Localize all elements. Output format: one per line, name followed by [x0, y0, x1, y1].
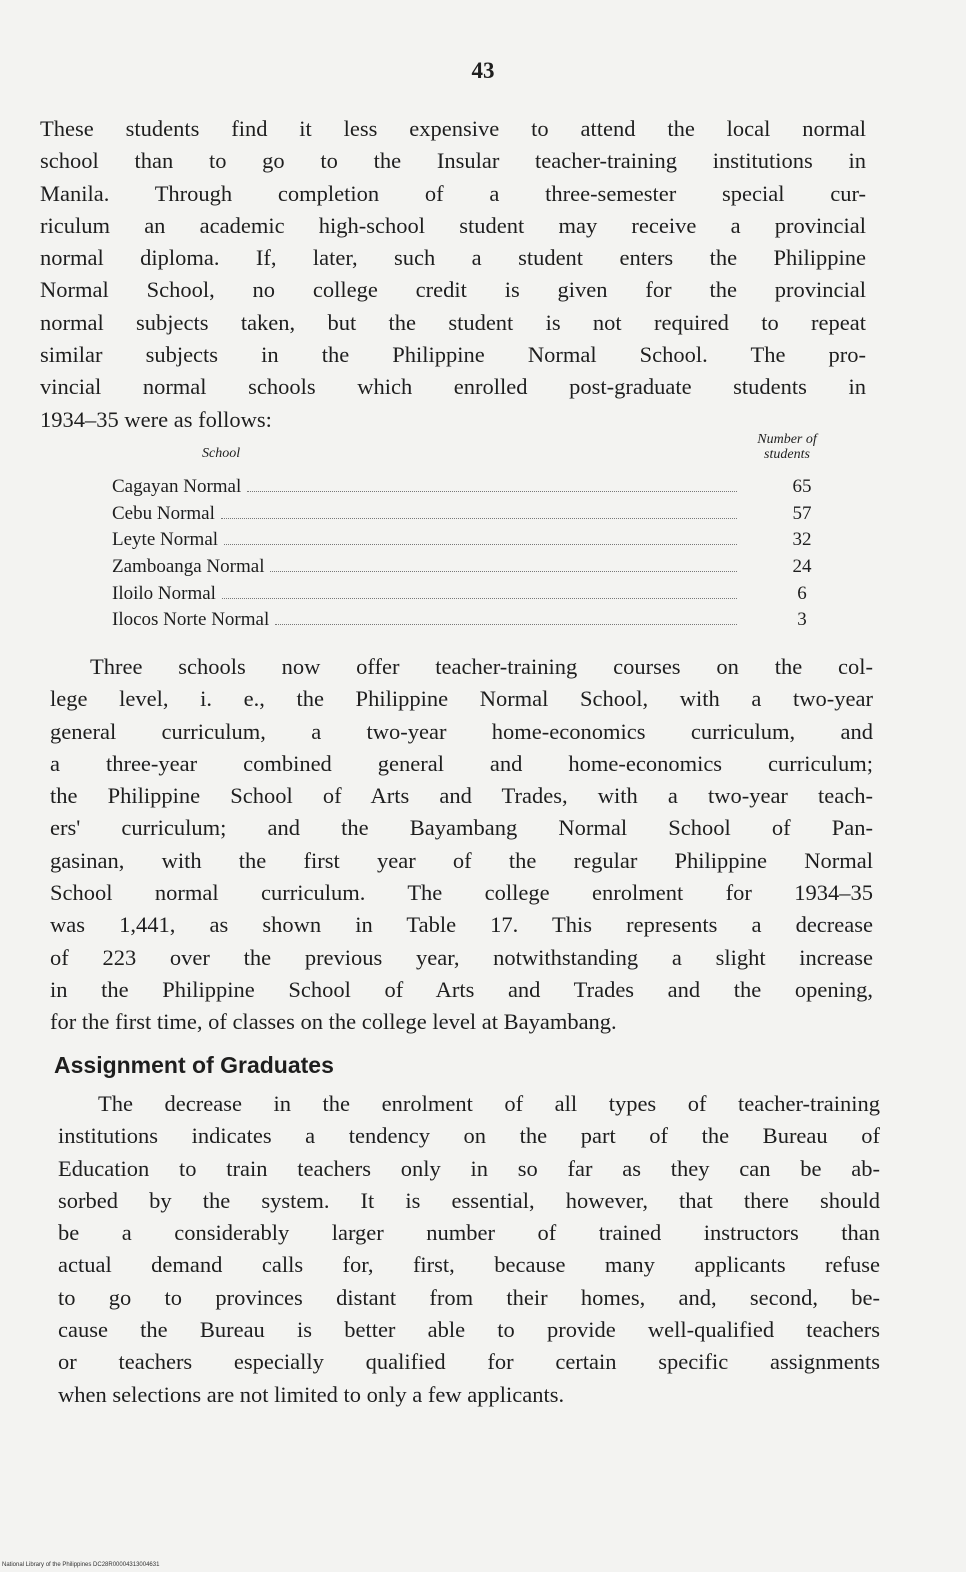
text-line: similar subjects in the Philippine Normal School. The pro- [40, 342, 866, 368]
school-name: Leyte Normal [112, 529, 219, 551]
table-header [112, 430, 837, 476]
text-line: was 1,441, as shown in Table 17. This represents a decrease [50, 912, 873, 938]
text-line: institutions indicates a tendency on the part of the Bureau of [58, 1123, 880, 1149]
dot-leader [222, 598, 737, 599]
school-name: Ilocos Norte Normal [112, 609, 270, 631]
school-name: Cebu Normal [112, 502, 215, 524]
text-line: be a considerably larger number of trained instructors than [58, 1220, 880, 1246]
text-line: to go to provinces distant from their homes, and, second, be- [58, 1284, 880, 1310]
student-count: 57 [792, 502, 812, 524]
paragraph-2 [50, 651, 873, 1039]
text-line: in the Philippine School of Arts and Trades and the opening, [50, 976, 873, 1002]
table-row [112, 476, 837, 503]
text-line: The decrease in the enrolment of all types of teacher-training [98, 1091, 880, 1116]
dot-leader [270, 571, 737, 572]
paragraph-1 [40, 113, 866, 436]
column-header-school: School [202, 446, 241, 461]
text-line: 1934–35 were as follows: [40, 406, 272, 432]
dot-leader [224, 544, 737, 545]
dot-leader [247, 491, 737, 492]
text-line: or teachers especially qualified for certain specific assignments [58, 1349, 880, 1375]
text-line: Normal School, no college credit is given for the provincial [40, 277, 866, 303]
text-line: actual demand calls for, first, because many applicants refuse [58, 1252, 880, 1278]
text-line: Manila. Through completion of a three-semester special cur- [40, 180, 866, 206]
student-count: 32 [792, 529, 812, 551]
table-row [112, 529, 837, 556]
text-line: School normal curriculum. The college enrolment for 1934–35 [50, 880, 873, 906]
archive-footer: National Library of the Philippines DC28R00004313004631 [2, 1562, 160, 1568]
student-count: 6 [797, 582, 807, 604]
text-line: school than to go to the Insular teacher-training institutions in [40, 148, 866, 174]
text-line: vincial normal schools which enrolled post-graduate students in [40, 374, 866, 400]
text-line: gasinan, with the first year of the regular Philippine Normal [50, 847, 873, 873]
student-count: 3 [797, 609, 807, 631]
column-header-number: Number of students [757, 432, 817, 462]
text-line: general curriculum, a two-year home-economics curriculum, and [50, 718, 873, 744]
text-line: lege level, i. e., the Philippine Normal School, with a two-year [50, 686, 873, 712]
text-line: sorbed by the system. It is essential, however, that there should [58, 1187, 880, 1213]
enrollment-table [112, 430, 837, 636]
student-count: 65 [792, 476, 812, 497]
text-line: riculum an academic high-school student may receive a provincial [40, 212, 866, 238]
paragraph-3 [58, 1088, 880, 1411]
text-line: when selections are not limited to only a few applicants. [58, 1381, 565, 1407]
text-line: Three schools now offer teacher-training courses on the col- [90, 654, 873, 679]
school-name: Cagayan Normal [112, 476, 242, 497]
text-line: cause the Bureau is better able to provide well-qualified teachers [58, 1317, 880, 1343]
page-number: 43 [471, 58, 495, 83]
text-line: normal subjects taken, but the student is not required to repeat [40, 309, 866, 335]
text-line: of 223 over the previous year, notwithstanding a slight increase [50, 944, 873, 970]
text-line: normal diploma. If, later, such a student enters the Philippine [40, 245, 866, 271]
text-line: ers' curriculum; and the Bayambang Normal School of Pan- [50, 815, 873, 841]
school-name: Zamboanga Normal [112, 556, 265, 578]
student-count: 24 [792, 556, 812, 578]
text-line: the Philippine School of Arts and Trades, with a two-year teach- [50, 783, 873, 809]
text-line: for the first time, of classes on the college level at Bayambang. [50, 1009, 617, 1035]
table-row [112, 556, 837, 583]
table-row [112, 609, 837, 636]
text-line: a three-year combined general and home-economics curriculum; [50, 750, 873, 776]
text-line: Education to train teachers only in so far as they can be ab- [58, 1155, 880, 1181]
table-row [112, 503, 837, 530]
dot-leader [221, 518, 737, 519]
school-name: Iloilo Normal [112, 582, 216, 604]
table-row [112, 583, 837, 610]
text-line: These students find it less expensive to attend the local normal [40, 116, 866, 141]
dot-leader [275, 624, 737, 625]
section-heading: Assignment of Graduates [54, 1052, 334, 1078]
